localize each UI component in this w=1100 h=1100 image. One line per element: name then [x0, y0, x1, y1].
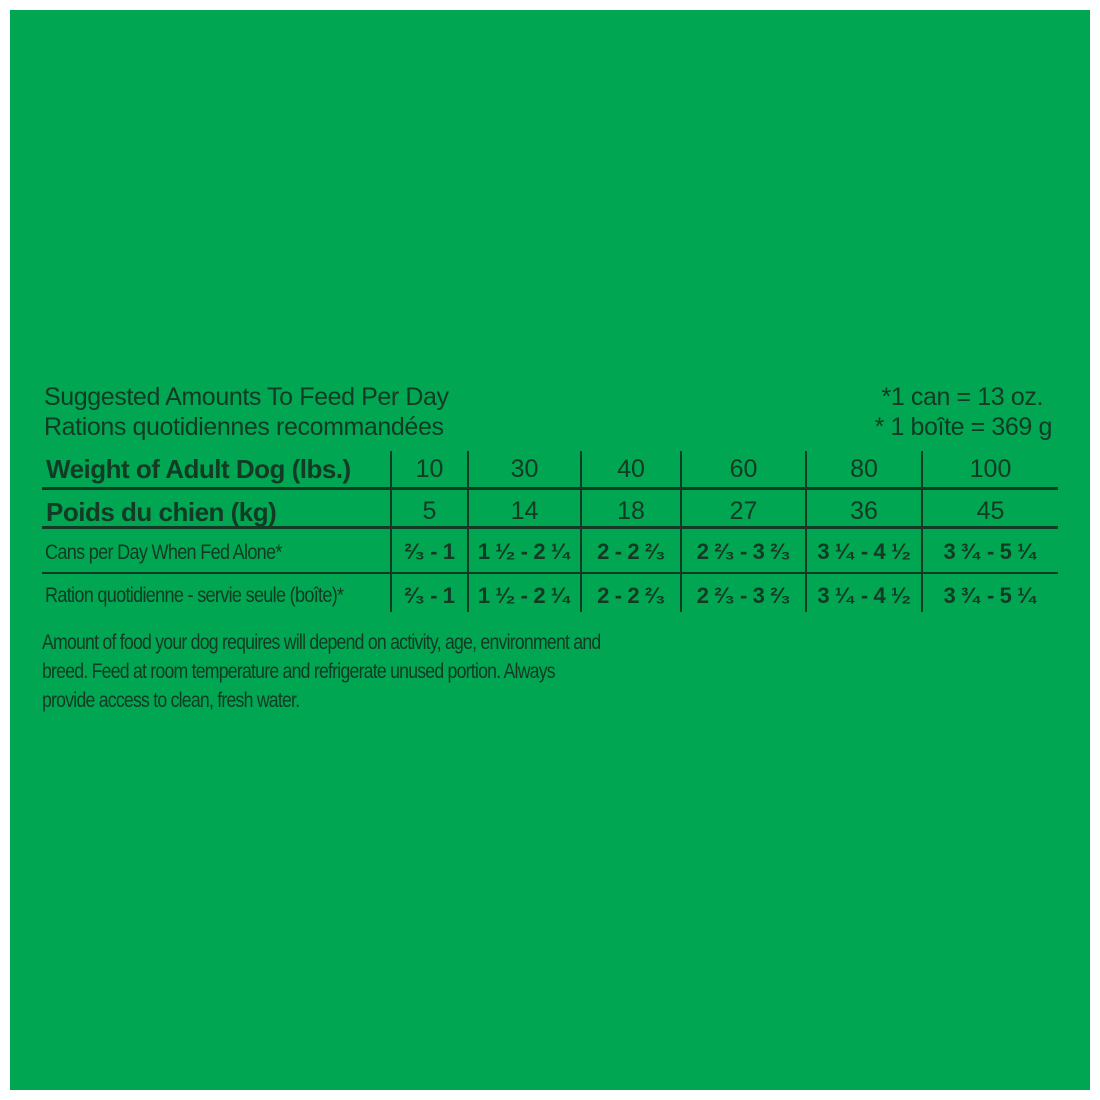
table-cell: 5 [422, 497, 437, 525]
feeding-note-line: provide access to clean, fresh water. [42, 689, 300, 712]
table-cell: 3 ¹⁄₄ - 4 ¹⁄₂ [817, 539, 911, 564]
table-cell: 10 [415, 455, 444, 483]
feeding-note-line: Amount of food your dog requires will depend on activity, age, environment and [42, 631, 601, 654]
table-cell: 1 ¹⁄₂ - 2 ¹⁄₄ [477, 539, 572, 564]
table-divider [42, 572, 1058, 574]
can-info-fr: * 1 boîte = 369 g [874, 413, 1052, 441]
table-divider [42, 487, 1058, 490]
can-info-en: *1 can = 13 oz. [881, 383, 1043, 411]
table-cell: 27 [729, 497, 758, 525]
table-cell: ²⁄₃ - 1 [404, 583, 455, 608]
table-cell: 1 ¹⁄₂ - 2 ¹⁄₄ [477, 583, 572, 608]
table-cell: 40 [617, 455, 645, 483]
table-cell: 3 ³⁄₄ - 5 ¹⁄₄ [943, 539, 1038, 564]
table-cell: 100 [969, 455, 1012, 483]
table-cell: 80 [850, 455, 878, 483]
table-cell: ²⁄₃ - 1 [404, 539, 455, 564]
row-label-weight-kg: Poids du chien (kg) [46, 497, 277, 527]
table-cell: 3 ¹⁄₄ - 4 ¹⁄₂ [817, 583, 911, 608]
row-label-cans-en: Cans per Day When Fed Alone* [45, 541, 282, 564]
table-cell: 2 ²⁄₃ - 3 ²⁄₃ [696, 539, 791, 564]
table-cell: 2 - 2 ²⁄₃ [597, 539, 665, 564]
table-cell: 45 [976, 497, 1005, 525]
table-cell: 30 [510, 455, 539, 483]
table-cell: 14 [510, 497, 539, 525]
table-cell: 3 ³⁄₄ - 5 ¹⁄₄ [943, 583, 1038, 608]
feeding-note-line: breed. Feed at room temperature and refrigerate unused portion. Always [42, 660, 555, 683]
table-cell: 18 [617, 497, 645, 525]
table-cell: 2 - 2 ²⁄₃ [597, 583, 665, 608]
table-cell: 2 ²⁄₃ - 3 ²⁄₃ [696, 583, 791, 608]
title-en: Suggested Amounts To Feed Per Day [44, 383, 449, 411]
row-label-weight-lbs: Weight of Adult Dog (lbs.) [46, 454, 351, 484]
row-label-cans-fr: Ration quotidienne - servie seule (boîte)* [45, 584, 344, 607]
table-cell: 36 [850, 497, 878, 525]
title-fr: Rations quotidiennes recommandées [44, 413, 444, 441]
table-cell: 60 [729, 455, 758, 483]
